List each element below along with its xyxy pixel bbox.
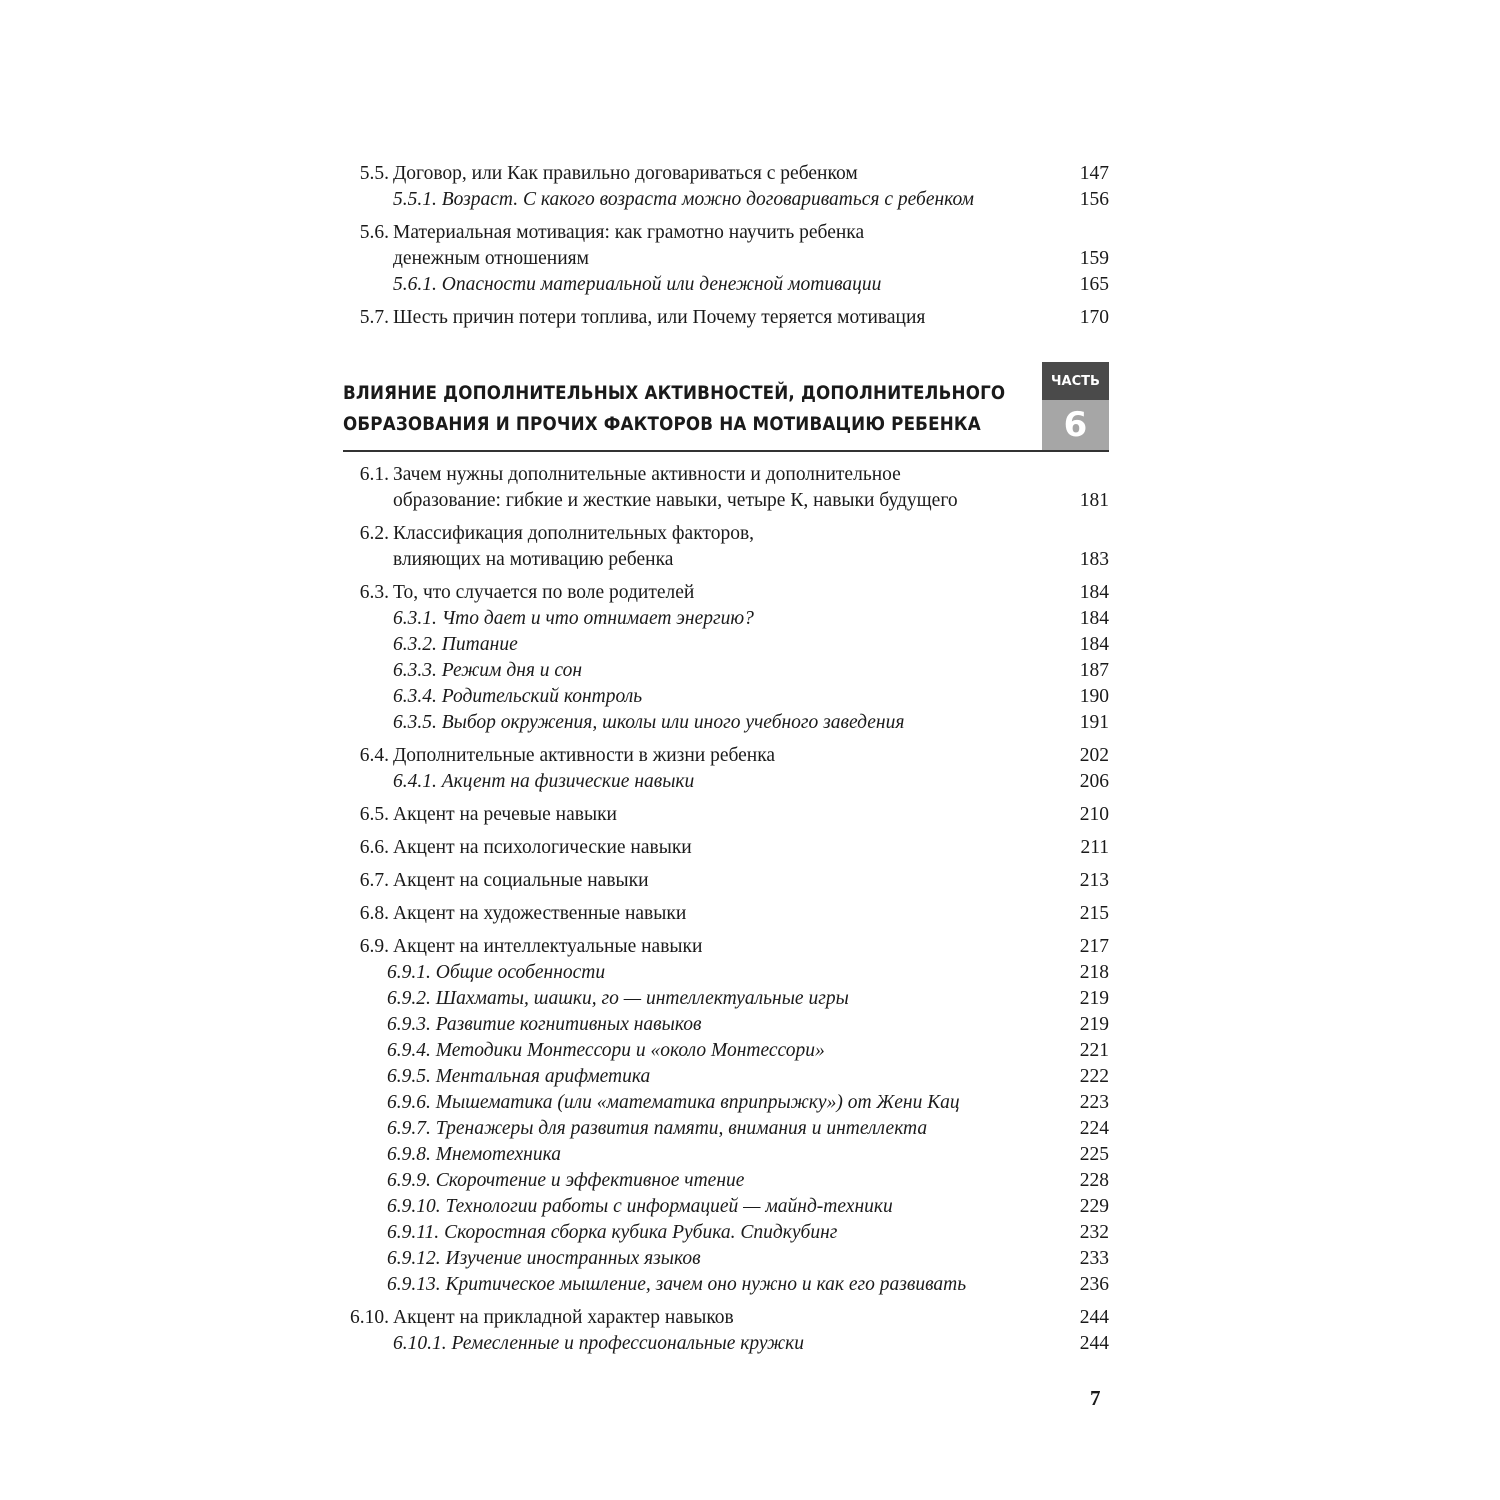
page-ref: 217 [1079,936,1109,957]
page-ref: 225 [1079,1144,1109,1165]
page-ref: 244 [1079,1333,1109,1354]
subsection-title: Мышематика (или «математика вприпрыжку») от Жени Кац [435,1092,960,1113]
subsection-text [393,769,694,795]
subsection-title: Методики Монтессори и «около Монтессори» [435,1040,825,1061]
page-ref: 184 [1079,608,1109,629]
page-ref: 218 [1079,962,1109,983]
toc-subsection [340,1064,1109,1090]
part-label: ЧАСТЬ [1042,362,1109,400]
subsection-number: 6.9.5. [387,1066,431,1087]
toc-section [340,835,1109,861]
subsection-number: 5.5.1. [393,189,437,210]
section-title: влияющих на мотивацию ребенка [393,549,674,570]
toc-entry-line [340,1305,1109,1331]
toc-section [340,462,1109,514]
toc-entry-line [340,802,1109,828]
toc-subsection [340,606,1109,632]
section-number: 6.7. [359,870,389,891]
toc-subsection [340,1116,1109,1142]
subsection-number: 6.9.8. [387,1144,431,1165]
toc-part5-tail [340,161,1109,338]
toc-entry-line [340,901,1109,927]
subsection-title: Критическое мышление, зачем оно нужно и как его развивать [445,1274,967,1295]
subsection-text [393,710,904,736]
toc-entry-line [340,521,1109,547]
subsection-title: Изучение иностранных языков [445,1248,701,1269]
page-ref: 190 [1079,686,1109,707]
toc-subsection [340,1220,1109,1246]
subsection-number: 6.3.3. [393,660,437,681]
section-title: То, что случается по воле родителей [393,582,695,603]
part-title-line: ОБРАЗОВАНИЯ И ПРОЧИХ ФАКТОРОВ НА МОТИВАЦИЮ РЕБЕНКА [343,413,981,435]
page-ref: 219 [1079,1014,1109,1035]
subsection-title: Выбор окружения, школы или иного учебного заведения [441,712,905,733]
subsection-text [387,1116,927,1142]
subsection-text [387,1220,837,1246]
toc-subsection [340,769,1109,795]
subsection-title: Тренажеры для развития памяти, внимания и интеллекта [435,1118,928,1139]
subsection-text [387,1012,701,1038]
part-6-header [343,362,1109,452]
subsection-number: 6.9.6. [387,1092,431,1113]
subsection-title: Возраст. С какого возраста можно договариваться с ребенком [441,189,975,210]
toc-entry-line [340,868,1109,894]
subsection-text [387,960,605,986]
section-title: денежным отношениям [393,248,589,269]
subsection-text [387,1038,825,1064]
page-ref: 236 [1079,1274,1109,1295]
section-title: Материальная мотивация: как грамотно научить ребенка [393,222,865,243]
toc-entry-line [340,161,1109,187]
page-ref: 222 [1079,1066,1109,1087]
toc-part6 [340,462,1109,1364]
page-ref: 223 [1079,1092,1109,1113]
toc-subsection [340,1331,1109,1357]
toc-subsection [340,710,1109,736]
subsection-title: Скоростная сборка кубика Рубика. Спидкубинг [444,1222,838,1243]
page-ref: 213 [1079,870,1109,891]
toc-subsection [340,1012,1109,1038]
section-title: Акцент на интеллектуальные навыки [393,936,703,957]
subsection-text [387,1064,650,1090]
part-number: 6 [1042,400,1109,450]
page-ref: 156 [1079,189,1109,210]
toc-subsection [340,684,1109,710]
page-ref: 170 [1079,307,1109,328]
subsection-number: 6.9.10. [387,1196,441,1217]
toc-entry-line [340,547,1109,573]
page-ref: 215 [1079,903,1109,924]
subsection-text [393,632,518,658]
page-ref: 244 [1079,1307,1109,1328]
page-ref: 187 [1079,660,1109,681]
subsection-number: 6.9.11. [387,1222,440,1243]
subsection-text [387,1090,960,1116]
section-number: 5.5. [359,163,389,184]
toc-entry-line [340,743,1109,769]
subsection-number: 6.4.1. [393,771,437,792]
section-title: Акцент на социальные навыки [393,870,649,891]
toc-section [340,901,1109,927]
toc-entry-line [340,934,1109,960]
subsection-text [393,272,881,298]
toc-entry-line [340,305,1109,331]
section-number: 6.10. [350,1307,389,1328]
section-title: Зачем нужны дополнительные активности и дополнительное [393,464,901,485]
toc-section [340,934,1109,1298]
section-number: 6.5. [359,804,389,825]
page-ref: 159 [1079,248,1109,269]
part-badge [1042,362,1109,450]
subsection-number: 6.9.4. [387,1040,431,1061]
subsection-title: Ремесленные и профессиональные кружки [451,1333,805,1354]
toc-entry-line [340,488,1109,514]
section-number: 6.3. [359,582,389,603]
subsection-title: Режим дня и сон [441,660,583,681]
subsection-title: Что дает и что отнимает энергию? [441,608,754,629]
subsection-number: 6.3.5. [393,712,437,733]
toc-subsection [340,960,1109,986]
subsection-text [393,658,582,684]
toc-subsection [340,1142,1109,1168]
section-number: 6.2. [359,523,389,544]
page-ref: 206 [1079,771,1109,792]
toc-entry-line [340,246,1109,272]
subsection-title: Родительский контроль [441,686,643,707]
subsection-text [387,1142,561,1168]
page-ref: 181 [1079,490,1109,511]
page-ref: 228 [1079,1170,1109,1191]
subsection-text [387,1168,744,1194]
page-ref: 184 [1079,634,1109,655]
subsection-text [387,986,849,1012]
toc-section [340,580,1109,736]
toc-section [340,1305,1109,1357]
subsection-number: 6.9.2. [387,988,431,1009]
subsection-title: Скорочтение и эффективное чтение [435,1170,745,1191]
subsection-text [387,1194,893,1220]
toc-subsection [340,272,1109,298]
toc-subsection [340,986,1109,1012]
subsection-number: 6.9.7. [387,1118,431,1139]
toc-subsection [340,632,1109,658]
page-ref: 202 [1079,745,1109,766]
section-number: 6.1. [359,464,389,485]
subsection-number: 6.9.12. [387,1248,441,1269]
page-ref: 232 [1079,1222,1109,1243]
subsection-number: 6.3.4. [393,686,437,707]
section-title: образование: гибкие и жесткие навыки, четыре К, навыки будущего [393,490,958,511]
page-ref: 191 [1079,712,1109,733]
subsection-number: 6.9.13. [387,1274,441,1295]
subsection-text [393,606,754,632]
toc-section [340,161,1109,213]
subsection-text [393,684,642,710]
section-number: 6.6. [359,837,389,858]
page-ref: 184 [1079,582,1109,603]
section-title: Акцент на речевые навыки [393,804,617,825]
page-ref: 229 [1079,1196,1109,1217]
page-ref: 221 [1079,1040,1109,1061]
section-number: 6.4. [359,745,389,766]
toc-subsection [340,1090,1109,1116]
subsection-title: Общие особенности [435,962,606,983]
subsection-title: Развитие когнитивных навыков [435,1014,702,1035]
toc-subsection [340,187,1109,213]
toc-subsection [340,1194,1109,1220]
toc-subsection [340,658,1109,684]
page-ref: 211 [1080,837,1109,858]
page-number: 7 [1090,1386,1101,1410]
part-title [343,378,1005,440]
section-title: Классификация дополнительных факторов, [393,523,755,544]
page-ref: 147 [1079,163,1109,184]
page-ref: 224 [1079,1118,1109,1139]
page-ref: 233 [1079,1248,1109,1269]
subsection-number: 6.9.3. [387,1014,431,1035]
subsection-number: 6.3.2. [393,634,437,655]
toc-subsection [340,1246,1109,1272]
subsection-number: 6.9.1. [387,962,431,983]
section-number: 6.9. [359,936,389,957]
page-ref: 210 [1079,804,1109,825]
subsection-title: Технологии работы с информацией — майнд-техники [445,1196,893,1217]
section-number: 5.7. [359,307,389,328]
subsection-title: Питание [441,634,518,655]
subsection-title: Шахматы, шашки, го — интеллектуальные игры [435,988,849,1009]
subsection-text [393,187,974,213]
section-number: 5.6. [359,222,389,243]
section-title: Акцент на прикладной характер навыков [393,1307,734,1328]
toc-section [340,220,1109,298]
toc-subsection [340,1168,1109,1194]
subsection-title: Опасности материальной или денежной мотивации [441,274,882,295]
toc-subsection [340,1272,1109,1298]
toc-entry-line [340,580,1109,606]
toc-subsection [340,1038,1109,1064]
page-ref: 183 [1079,549,1109,570]
part-title-line: ВЛИЯНИЕ ДОПОЛНИТЕЛЬНЫХ АКТИВНОСТЕЙ, ДОПОЛНИТЕЛЬНОГО [343,382,1006,404]
toc-section [340,521,1109,573]
toc-section [340,868,1109,894]
subsection-number: 6.10.1. [393,1333,447,1354]
subsection-number: 6.3.1. [393,608,437,629]
subsection-text [393,1331,804,1357]
toc-entry-line [340,835,1109,861]
subsection-number: 6.9.9. [387,1170,431,1191]
subsection-number: 5.6.1. [393,274,437,295]
toc-entry-line [340,462,1109,488]
section-title: Дополнительные активности в жизни ребенка [393,745,776,766]
toc-section [340,305,1109,331]
section-title: Акцент на художественные навыки [393,903,687,924]
toc-entry-line [340,220,1109,246]
toc-section [340,802,1109,828]
subsection-text [387,1246,701,1272]
page-ref: 219 [1079,988,1109,1009]
page-ref: 165 [1079,274,1109,295]
toc-section [340,743,1109,795]
subsection-text [387,1272,966,1298]
subsection-title: Ментальная арифметика [435,1066,651,1087]
section-title: Шесть причин потери топлива, или Почему теряется мотивация [393,307,926,328]
section-number: 6.8. [359,903,389,924]
subsection-title: Мнемотехника [435,1144,561,1165]
section-title: Акцент на психологические навыки [393,837,692,858]
section-title: Договор, или Как правильно договариваться с ребенком [393,163,858,184]
subsection-title: Акцент на физические навыки [441,771,695,792]
